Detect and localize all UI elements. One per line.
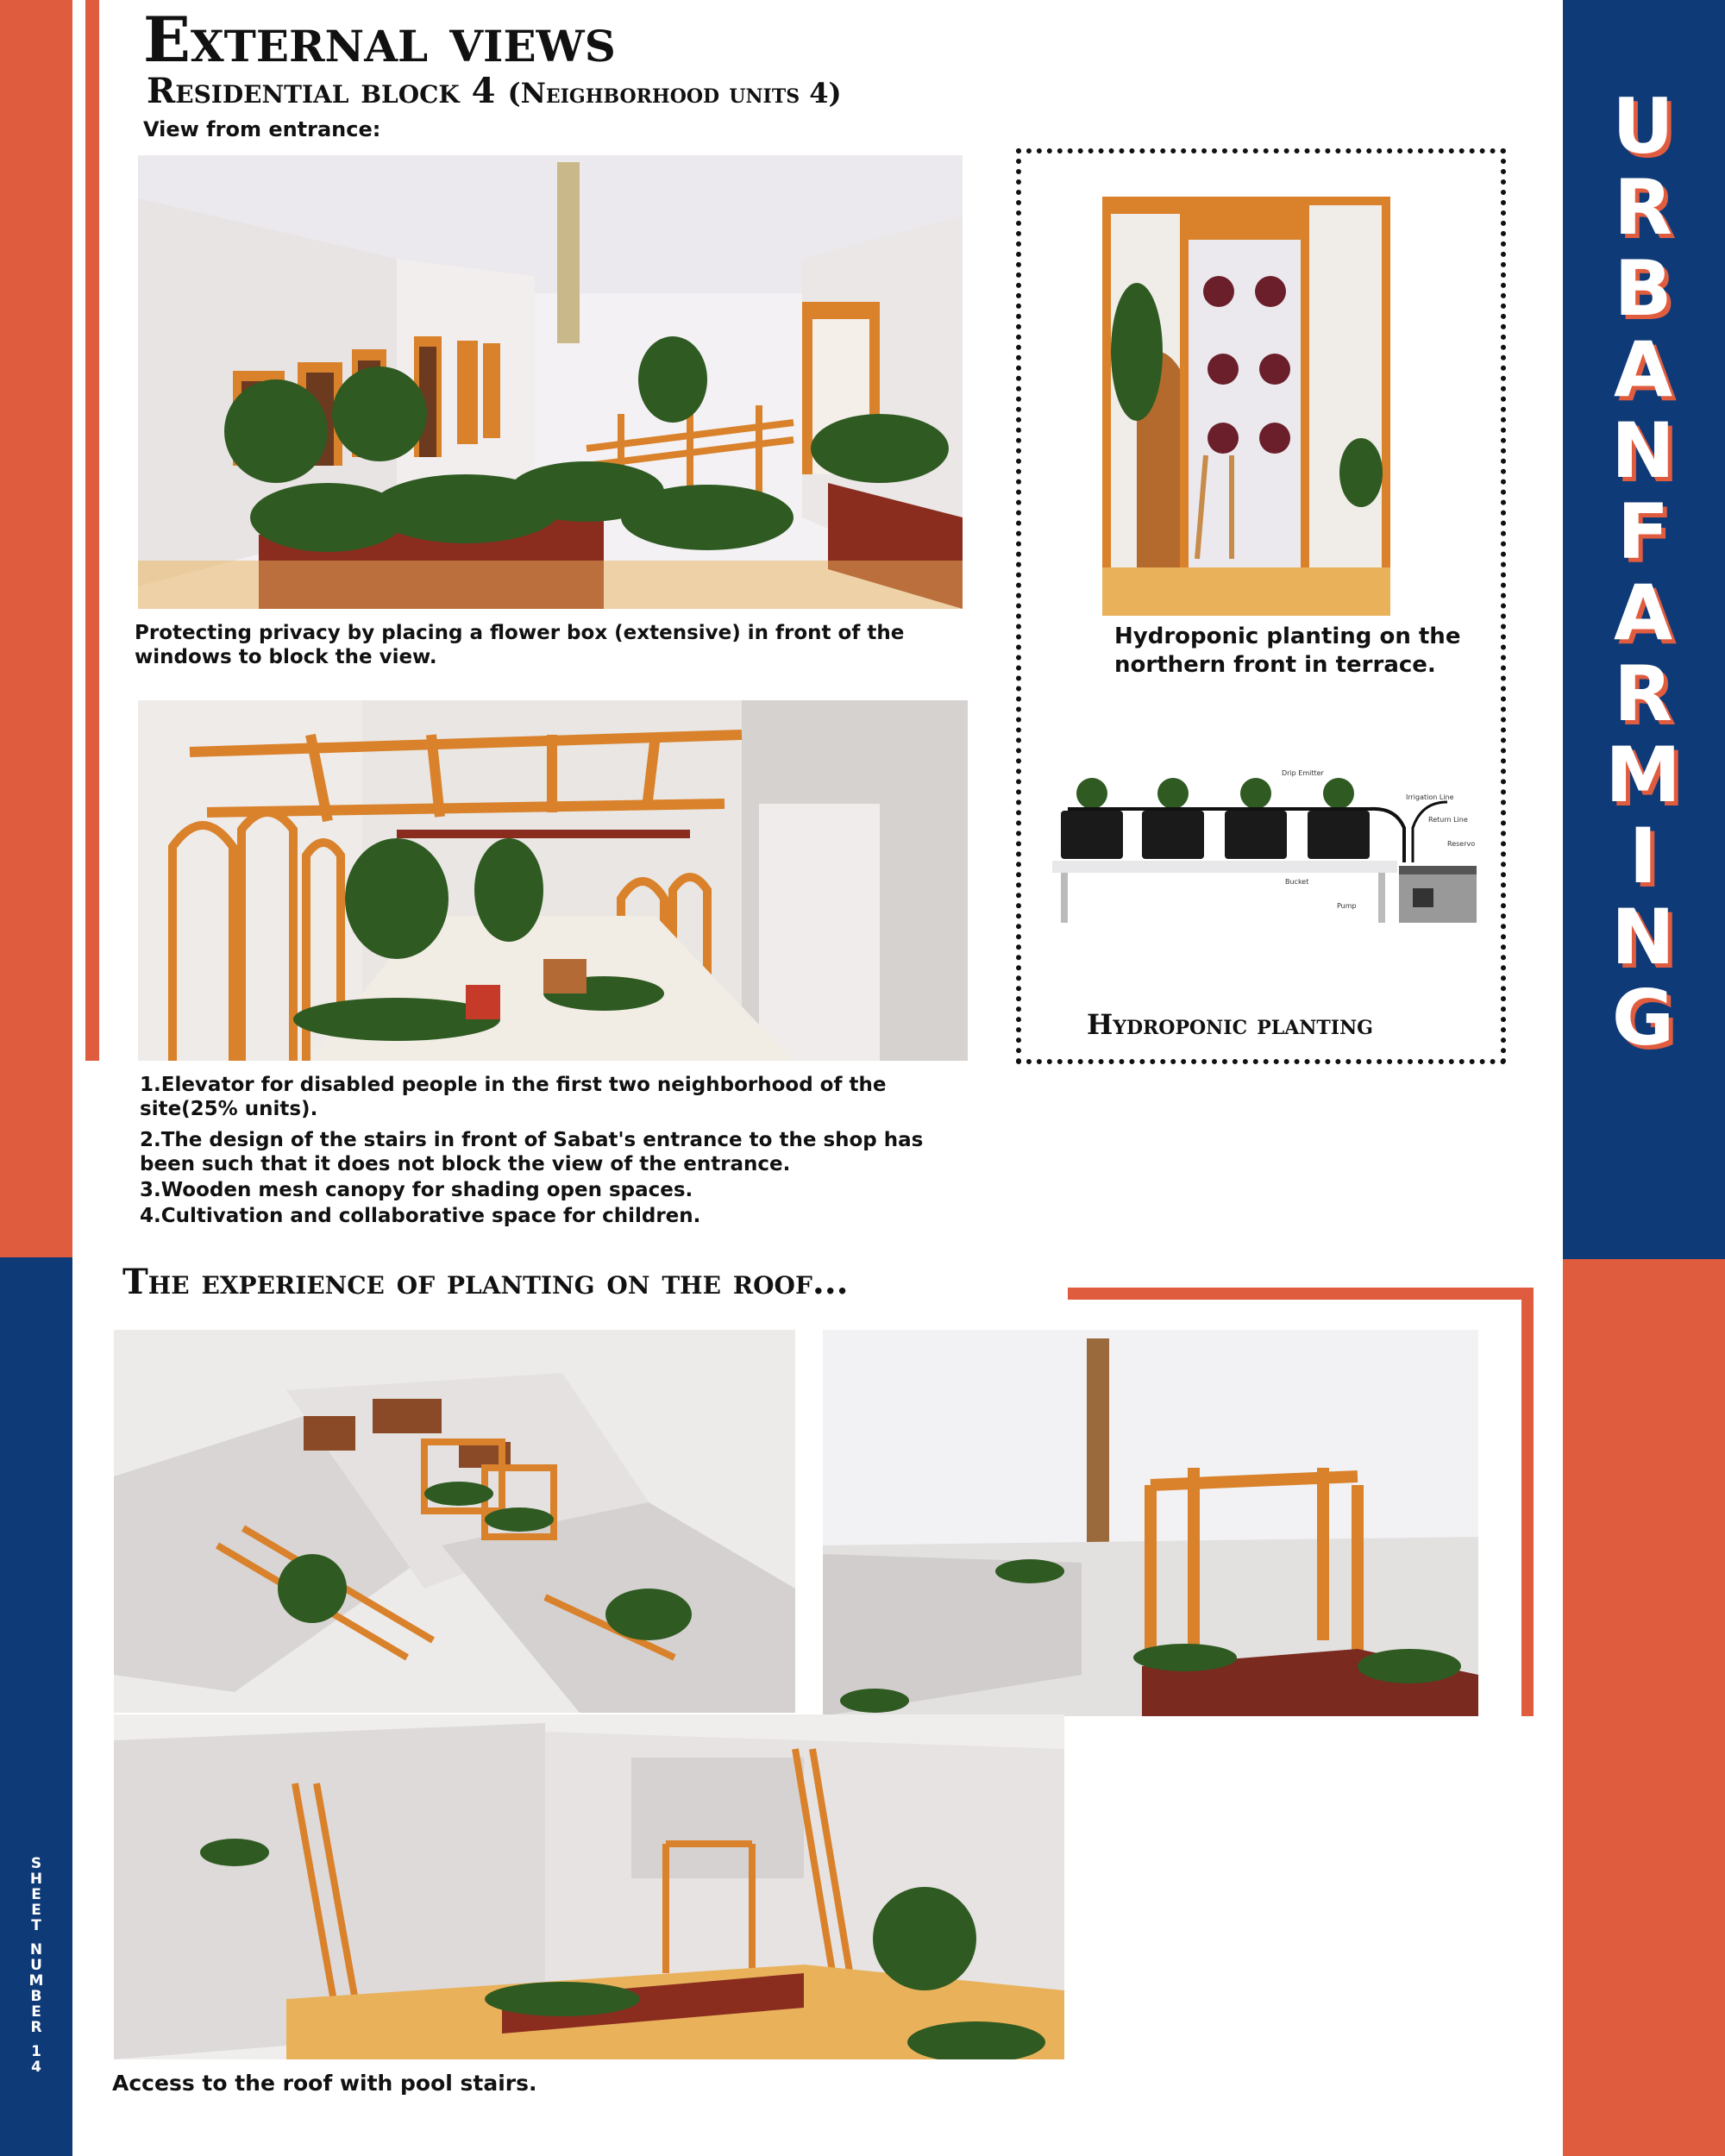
banner-letter: B xyxy=(1614,244,1672,333)
sheet-number-label xyxy=(22,1856,50,2075)
banner-letter: I xyxy=(1628,812,1658,900)
sheet-letter: 4 xyxy=(31,2059,41,2076)
diagram-label-pump: Pump xyxy=(1337,902,1357,910)
design-note: 1.Elevator for disabled people in the first two neighborhood of the site(25% units). xyxy=(140,1074,887,1120)
privacy-caption: Protecting privacy by placing a flower box (extensive) in front of the windows to block the view. xyxy=(135,622,905,668)
banner-last-letter-wrap xyxy=(1591,974,1695,1062)
sheet-letter: N xyxy=(29,1941,43,1959)
page-subtitle xyxy=(147,71,842,114)
sheet-letter: U xyxy=(30,1957,42,1974)
diagram-label-return: Return Line xyxy=(1428,816,1468,824)
diagram-label-irrigation: Irrigation Line xyxy=(1406,793,1454,801)
courtyard-render-image xyxy=(138,155,963,609)
sheet-letter: T xyxy=(31,1917,41,1934)
design-notes-list xyxy=(140,1073,968,1230)
roof-pergola-render-image xyxy=(823,1330,1478,1716)
sheet-letter: B xyxy=(30,1988,42,2005)
design-note: 4.Cultivation and collaborative space for children. xyxy=(140,1205,701,1227)
diagram-label-reservoir: Reservo xyxy=(1447,840,1476,848)
banner-letter: A xyxy=(1613,568,1673,657)
banner-letter: R xyxy=(1614,649,1672,738)
design-note: 2.The design of the stairs in front of Sabat's entrance to the shop has been such that it does not block the view of the entrance. xyxy=(140,1129,924,1175)
design-note: 3.Wooden mesh canopy for shading open spaces. xyxy=(140,1179,693,1201)
plant-leaves xyxy=(1076,778,1354,809)
view-label: View from entrance: xyxy=(143,117,381,141)
banner-letter: N xyxy=(1611,406,1675,495)
banner-letter: G xyxy=(1611,974,1675,1062)
diagram-label-drip: Drip Emitter xyxy=(1282,769,1324,777)
subtitle-main: Residential block 4 xyxy=(147,71,496,111)
roof-section-heading: The experience of planting on the roof... xyxy=(122,1262,849,1302)
subtitle-paren: (Neighborhood units 4) xyxy=(507,77,842,110)
sheet-letter: R xyxy=(30,2019,42,2036)
roof-accent-line-h xyxy=(1068,1288,1534,1300)
right-orange-bar xyxy=(1563,1259,1725,2156)
sheet-letter: S xyxy=(30,1855,42,1872)
roof-stairs-render-image xyxy=(114,1714,1064,2059)
left-orange-bar xyxy=(0,0,72,1257)
sheet-letter: E xyxy=(31,2003,41,2021)
sheet-letter: M xyxy=(28,1972,44,1990)
hydroponic-planting-title: Hydroponic planting xyxy=(1087,1008,1373,1041)
diagram-label-bucket: Bucket xyxy=(1285,878,1309,886)
children-space-render-image xyxy=(138,700,968,1061)
pool-stairs-caption: Access to the roof with pool stairs. xyxy=(112,2071,537,2096)
hydroponic-system-diagram xyxy=(1051,759,1482,931)
banner-letter: R xyxy=(1614,163,1672,252)
banner-letter: U xyxy=(1612,82,1674,171)
banner-letter: N xyxy=(1611,893,1675,981)
roof-aerial-render-image xyxy=(114,1330,795,1713)
sheet-letter: E xyxy=(31,1902,41,1919)
roof-accent-line-v xyxy=(1521,1288,1534,1716)
inner-orange-stripe xyxy=(85,0,99,1061)
hydroponic-north-caption: Hydroponic planting on the northern front in terrace. xyxy=(1114,624,1461,678)
banner-letter: A xyxy=(1613,325,1673,414)
sheet-letter: 1 xyxy=(31,2043,41,2060)
urban-farming-banner xyxy=(1591,82,1695,981)
sheet-letter: E xyxy=(31,1886,41,1903)
banner-letter: M xyxy=(1605,730,1681,819)
hydroponic-wall-render-image xyxy=(1102,197,1390,616)
sheet-letter: H xyxy=(29,1871,43,1888)
banner-letter: F xyxy=(1616,487,1670,576)
page-title: External views xyxy=(143,3,616,76)
